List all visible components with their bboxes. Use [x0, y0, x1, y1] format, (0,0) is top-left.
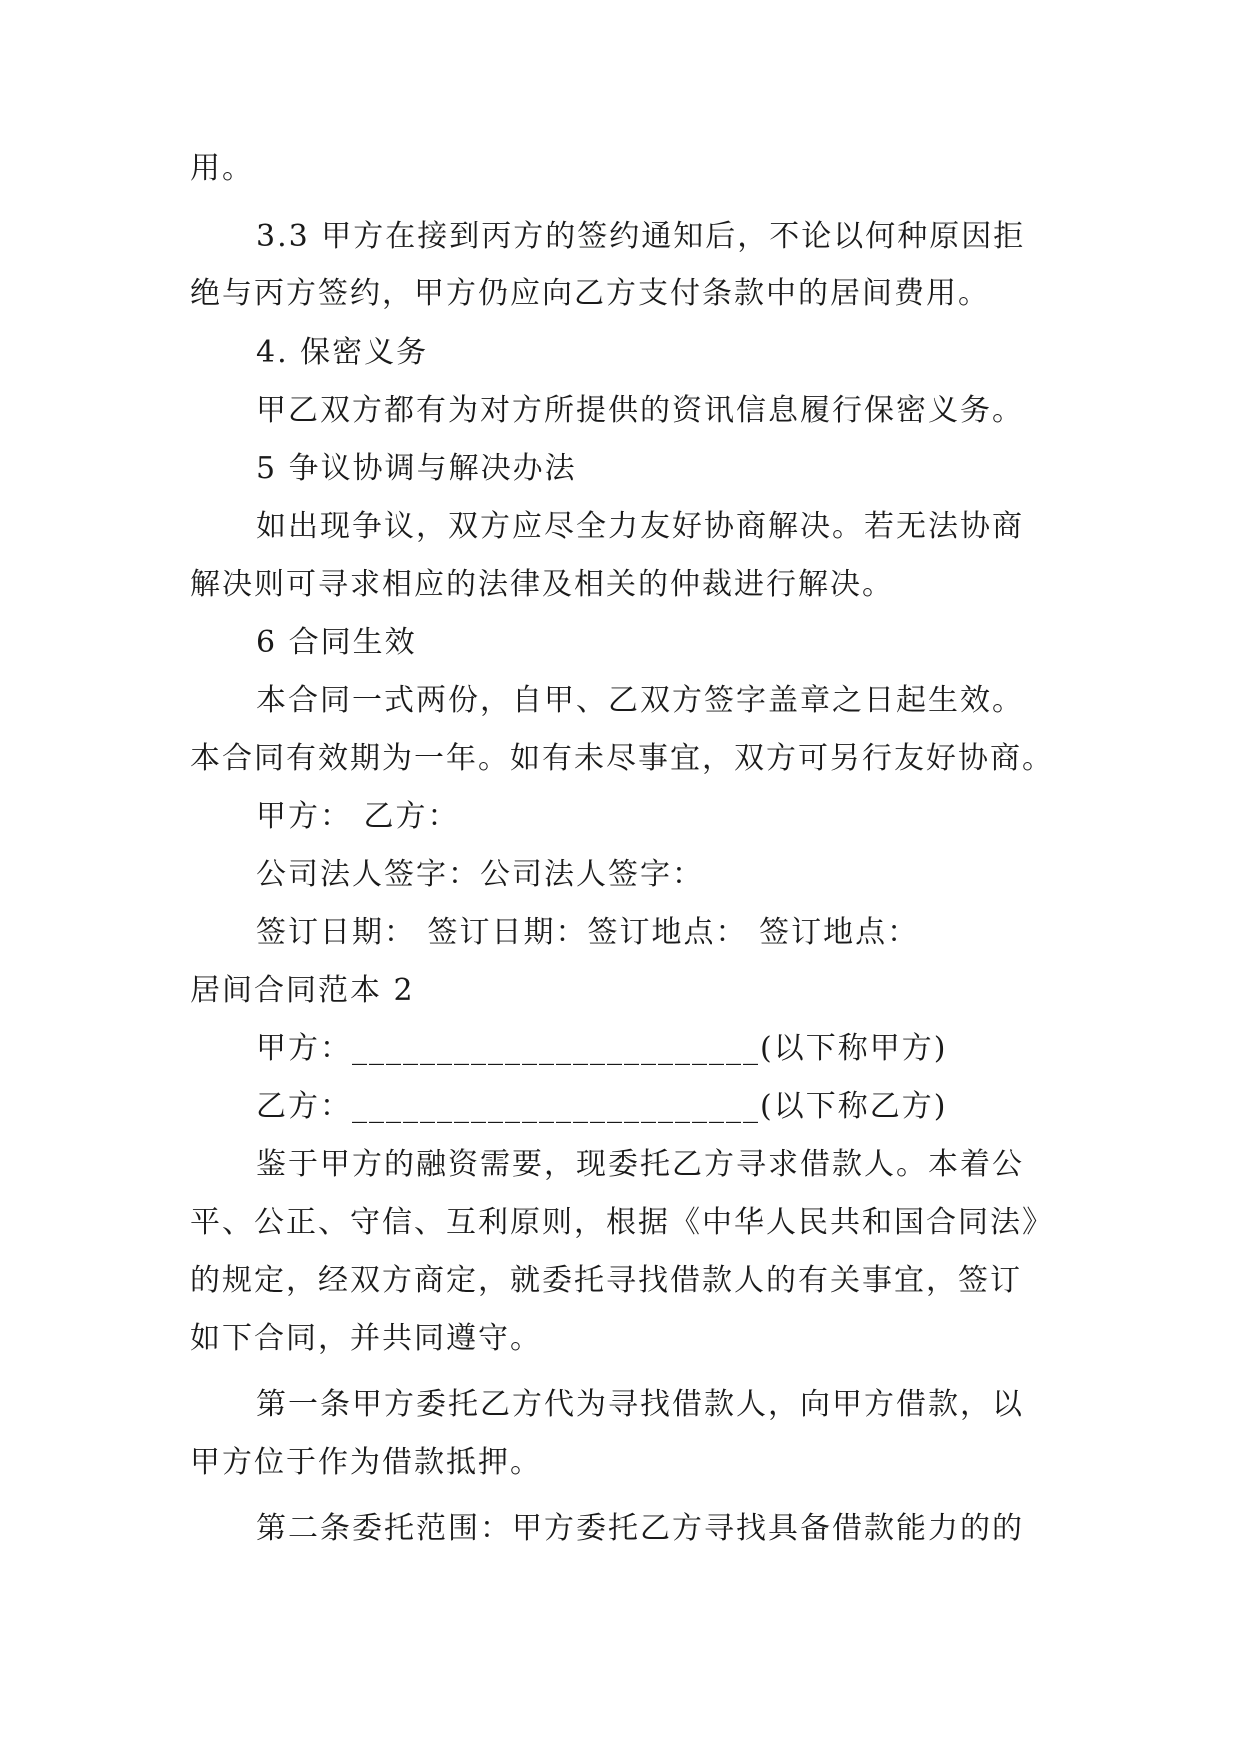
text-line: 甲方位于作为借款抵押。 — [190, 1445, 542, 1480]
article-line: 第二条委托范围：甲方委托乙方寻找具备借款能力的的 — [256, 1511, 1024, 1546]
signature-line: 签订日期： 签订日期：签订地点： 签订地点： — [256, 915, 920, 950]
party-b-line: 乙方：________________________(以下称乙方) — [256, 1089, 948, 1124]
text-line: 甲乙双方都有为对方所提供的资讯信息履行保密义务。 — [256, 393, 1024, 428]
text-line: 用。 — [190, 151, 254, 186]
text-line: 平、公正、守信、互利原则，根据《中华人民共和国合同法》 — [190, 1205, 1054, 1240]
text-line: 如下合同，并共同遵守。 — [190, 1321, 542, 1356]
document-title: 居间合同范本 2 — [190, 973, 415, 1008]
section-heading: 4. 保密义务 — [256, 335, 429, 370]
text-line: 3.3 甲方在接到丙方的签约通知后，不论以何种原因拒 — [256, 219, 1026, 254]
signature-line: 公司法人签字：公司法人签字： — [256, 857, 704, 892]
article-line: 第一条甲方委托乙方代为寻找借款人，向甲方借款，以 — [256, 1387, 1024, 1422]
section-heading: 5 争议协调与解决办法 — [256, 451, 577, 486]
text-line: 绝与丙方签约，甲方仍应向乙方支付条款中的居间费用。 — [190, 276, 990, 311]
text-line: 的规定，经双方商定，就委托寻找借款人的有关事宜，签订 — [190, 1263, 1022, 1298]
text-line: 解决则可寻求相应的法律及相关的仲裁进行解决。 — [190, 567, 894, 602]
text-line: 鉴于甲方的融资需要，现委托乙方寻求借款人。本着公 — [256, 1147, 1024, 1182]
text-line: 如出现争议，双方应尽全力友好协商解决。若无法协商 — [256, 509, 1024, 544]
section-heading: 6 合同生效 — [256, 625, 417, 660]
signature-line: 甲方： 乙方： — [256, 799, 460, 834]
text-line: 本合同一式两份，自甲、乙双方签字盖章之日起生效。 — [256, 683, 1024, 718]
text-line: 本合同有效期为一年。如有未尽事宜，双方可另行友好协商。 — [190, 741, 1054, 776]
party-a-line: 甲方：________________________(以下称甲方) — [256, 1031, 948, 1066]
